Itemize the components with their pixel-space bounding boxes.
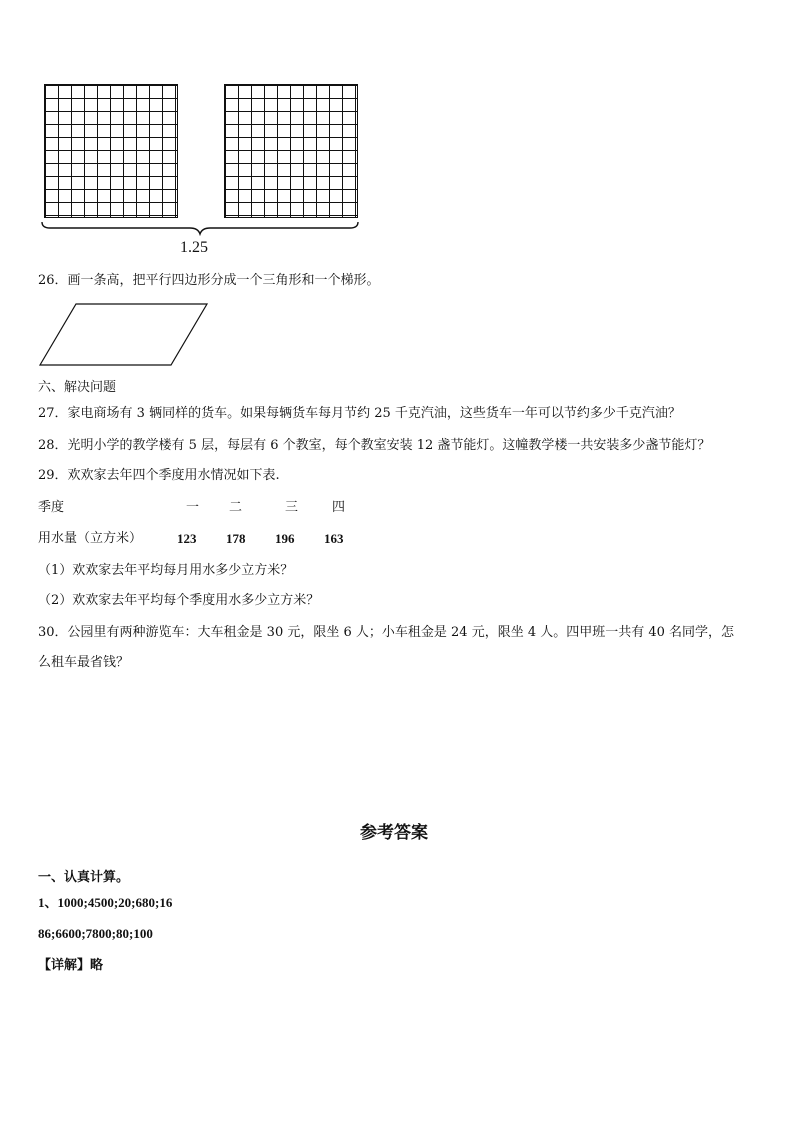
table-value-1: 123 xyxy=(177,531,197,546)
question-29-sub-2: （2）欢欢家去年平均每个季度用水多少立方米？ xyxy=(38,593,320,608)
hundred-grid-right xyxy=(224,84,358,218)
hundred-grid-left xyxy=(44,84,178,218)
table-value-2: 178 xyxy=(226,531,246,546)
answer-line-1: 1、1000;4500;20;680;16 xyxy=(38,895,173,910)
table-header-quarter: 季度 xyxy=(38,500,65,515)
table-quarter-2: 二 xyxy=(229,500,243,515)
question-28: 28．光明小学的教学楼有 5 层，每层有 6 个教室，每个教室安装 12 盏节能灯。这幢教学楼一共安装多少盏节能灯？ xyxy=(38,438,711,453)
question-30-line-1: 30．公园里有两种游览车：大车租金是 30 元，限坐 6 人；小车租金是 24 元，限坐 4 人。四甲班一共有 40 名同学，怎 xyxy=(38,625,735,640)
table-header-water: 用水量（立方米） xyxy=(38,531,143,546)
answer-line-2: 86;6600;7800;80;100 xyxy=(38,926,153,941)
table-quarter-4: 四 xyxy=(332,500,346,515)
answer-detail: 【详解】略 xyxy=(38,958,104,973)
table-value-3: 196 xyxy=(275,531,295,546)
question-30-line-2: 么租车最省钱？ xyxy=(38,655,130,670)
underbrace xyxy=(40,220,364,236)
brace-label: 1.25 xyxy=(180,239,208,256)
parallelogram-figure xyxy=(36,302,212,368)
question-29-sub-1: （1）欢欢家去年平均每月用水多少立方米？ xyxy=(38,563,294,578)
answers-title: 参考答案 xyxy=(360,823,428,843)
answers-section-1: 一、认真计算。 xyxy=(38,870,130,885)
question-29: 29．欢欢家去年四个季度用水情况如下表. xyxy=(38,468,280,483)
table-value-4: 163 xyxy=(324,531,344,546)
section-6-title: 六、解决问题 xyxy=(38,380,117,395)
table-quarter-1: 一 xyxy=(186,500,200,515)
question-27: 27．家电商场有 3 辆同样的货车。如果每辆货车每月节约 25 千克汽油，这些货车一年可以节约多少千克汽油？ xyxy=(38,406,681,421)
table-quarter-3: 三 xyxy=(285,500,299,515)
question-26: 26．画一条高，把平行四边形分成一个三角形和一个梯形。 xyxy=(38,273,380,288)
